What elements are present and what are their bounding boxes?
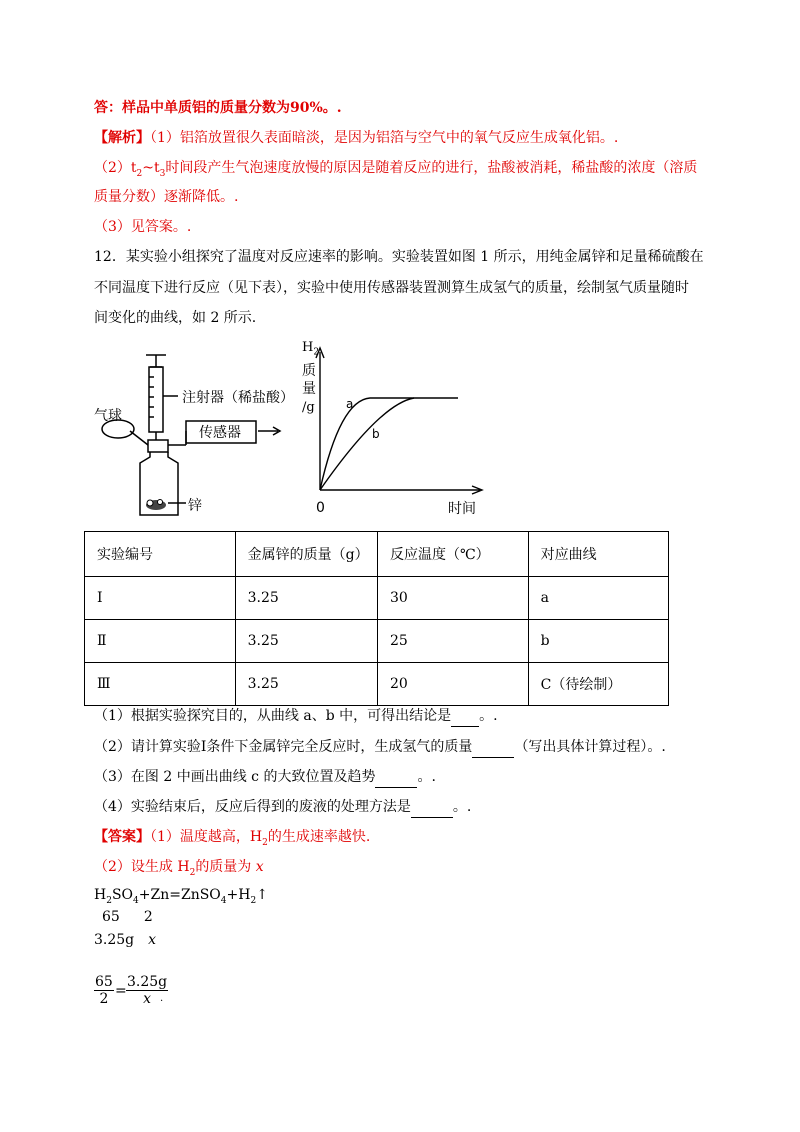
y-axis-unit: /g (302, 400, 315, 415)
table-header-cell: 反应温度（℃） (378, 532, 529, 577)
table-cell: Ⅲ (85, 663, 236, 706)
table-cell: b (528, 620, 668, 663)
table-cell: 3.25 (235, 577, 377, 620)
syringe-label: 注射器（稀盐酸） (182, 390, 294, 406)
analysis-p2-line2: 质量分数）逐渐降低。. (94, 189, 239, 205)
fraction-left: $\frac{65}{2}$ (95, 974, 113, 1007)
sub-question-1-end: 。. (479, 708, 498, 724)
sub-question-4 (94, 797, 471, 818)
table-cell: C（待绘制） (528, 663, 668, 706)
x-axis-label: 时间 (448, 501, 476, 517)
answer-2-mid: 的质量为 (195, 859, 256, 875)
table-cell: 30 (378, 577, 529, 620)
analysis-p2-pre: （2）t (94, 160, 137, 176)
curve-b (320, 398, 414, 490)
table-cell: 20 (378, 663, 529, 706)
analysis-p1 (94, 128, 618, 148)
ratio-row-2 (94, 932, 156, 948)
sensor-label: 传感器 (199, 425, 241, 441)
sub-question-2 (94, 737, 666, 758)
table-header-cell: 实验编号 (85, 532, 236, 577)
zinc-label: 锌 (188, 498, 202, 514)
answer-blank-4[interactable] (411, 797, 453, 818)
sub-question-1-text: （1）根据实验探究目的，从曲线 a、b 中，可得出结论是 (94, 708, 452, 724)
answer-2 (94, 857, 264, 883)
balloon-label: 气球 (94, 408, 122, 424)
table-cell: a (528, 577, 668, 620)
table-cell: Ⅰ (85, 577, 236, 620)
question-number: 12． (94, 249, 126, 265)
sub-question-1 (94, 706, 498, 727)
analysis-tag: 【解析】 (94, 130, 150, 146)
analysis-p3: （3）见答案。. (94, 219, 192, 235)
curve-b-label: b (372, 427, 380, 441)
curve-a (320, 398, 458, 490)
table-header-row (85, 532, 669, 577)
chemical-equation: $H_2SO_4+Zn=ZnSO_4+H_2↑$ (94, 887, 268, 906)
question-text1: 某实验小组探究了温度对反应速率的影响。实验装置如图 1 所示，用纯金属锌和足量稀硫酸在 (125, 249, 704, 265)
fraction-dot: . (160, 993, 164, 1004)
figure2-graph (310, 340, 490, 520)
sub-question-4-end: 。. (452, 799, 472, 815)
sub-question-2-end: （写出具体计算过程）。. (514, 739, 666, 755)
answer-2-var: x (255, 859, 264, 875)
ratio-2: 2 (143, 909, 153, 925)
analysis-p2-tilde: ~t (142, 160, 160, 176)
sub-question-3-end: 。. (417, 769, 436, 785)
experiment-table (84, 531, 669, 706)
table-cell: 3.25 (235, 663, 377, 706)
origin-label: 0 (316, 500, 325, 516)
y-axis-label-liang: 量 (302, 381, 316, 397)
answer-1-sub: 2 (262, 837, 268, 848)
fraction-right: $\frac{3.25g}{x}$ (127, 974, 168, 1007)
answer-tag: 【答案】 (94, 829, 150, 845)
y-axis-label-h2: $H_2$ (302, 340, 320, 358)
ratio-mass: 3.25g (94, 932, 135, 948)
answer-blank-2[interactable] (472, 737, 514, 758)
answer-1 (94, 827, 370, 853)
analysis-p2-sub2: 3 (159, 168, 166, 179)
curve-a-label: a (346, 397, 354, 411)
analysis-p2-post: 时间段产生气泡速度放慢的原因是随着反应的进行，盐酸被消耗，稀盐酸的浓度（溶质 (165, 160, 698, 176)
ratio-row-1 (102, 909, 153, 925)
ratio-65: 65 (102, 909, 120, 925)
analysis-p1-text: （1）铝箔放置很久表面暗淡，是因为铝箔与空气中的氧气反应生成氧化铝。. (150, 130, 619, 146)
question-line3: 间变化的曲线，如 2 所示. (94, 310, 257, 326)
answer-1-post: 的生成速率越快. (267, 829, 371, 845)
table-row (85, 663, 669, 706)
analysis-p2-line1 (94, 158, 697, 184)
answer-2-pre: （2）设生成 H (94, 859, 190, 875)
table-row (85, 620, 669, 663)
question-line1 (94, 247, 704, 267)
answer-2-sub: 2 (189, 867, 196, 878)
sub-question-3-text: （3）在图 2 中画出曲线 c 的大致位置及趋势 (94, 769, 376, 785)
answer-blank-3[interactable] (375, 767, 417, 788)
answer-line: 答：样品中单质铝的质量分数为90%。. (94, 100, 342, 116)
analysis-p2-sub1: 2 (136, 168, 143, 179)
zinc-pieces (146, 500, 166, 511)
table-header-cell: 对应曲线 (528, 532, 668, 577)
sub-question-3 (94, 767, 436, 788)
fraction-equals: = (115, 983, 127, 999)
answer-blank-1[interactable] (451, 706, 479, 727)
question-line2: 不同温度下进行反应（见下表），实验中使用传感器装置测算生成氢气的质量，绘制氢气质量随时 (94, 280, 689, 296)
stopper (148, 440, 168, 452)
table-cell: 3.25 (235, 620, 377, 663)
sub-question-2-text: （2）请计算实验Ⅰ条件下金属锌完全反应时，生成氢气的质量 (94, 739, 473, 755)
table-cell: Ⅱ (85, 620, 236, 663)
table-row (85, 577, 669, 620)
sub-question-4-text: （4）实验结束后，反应后得到的废液的处理方法是 (94, 799, 411, 815)
answer-1-pre: （1）温度越高，H (150, 829, 263, 845)
ratio-x: x (148, 932, 157, 948)
table-cell: 25 (378, 620, 529, 663)
table-header-cell: 金属锌的质量（g） (235, 532, 377, 577)
y-axis-label-zhi: 质 (302, 363, 316, 379)
